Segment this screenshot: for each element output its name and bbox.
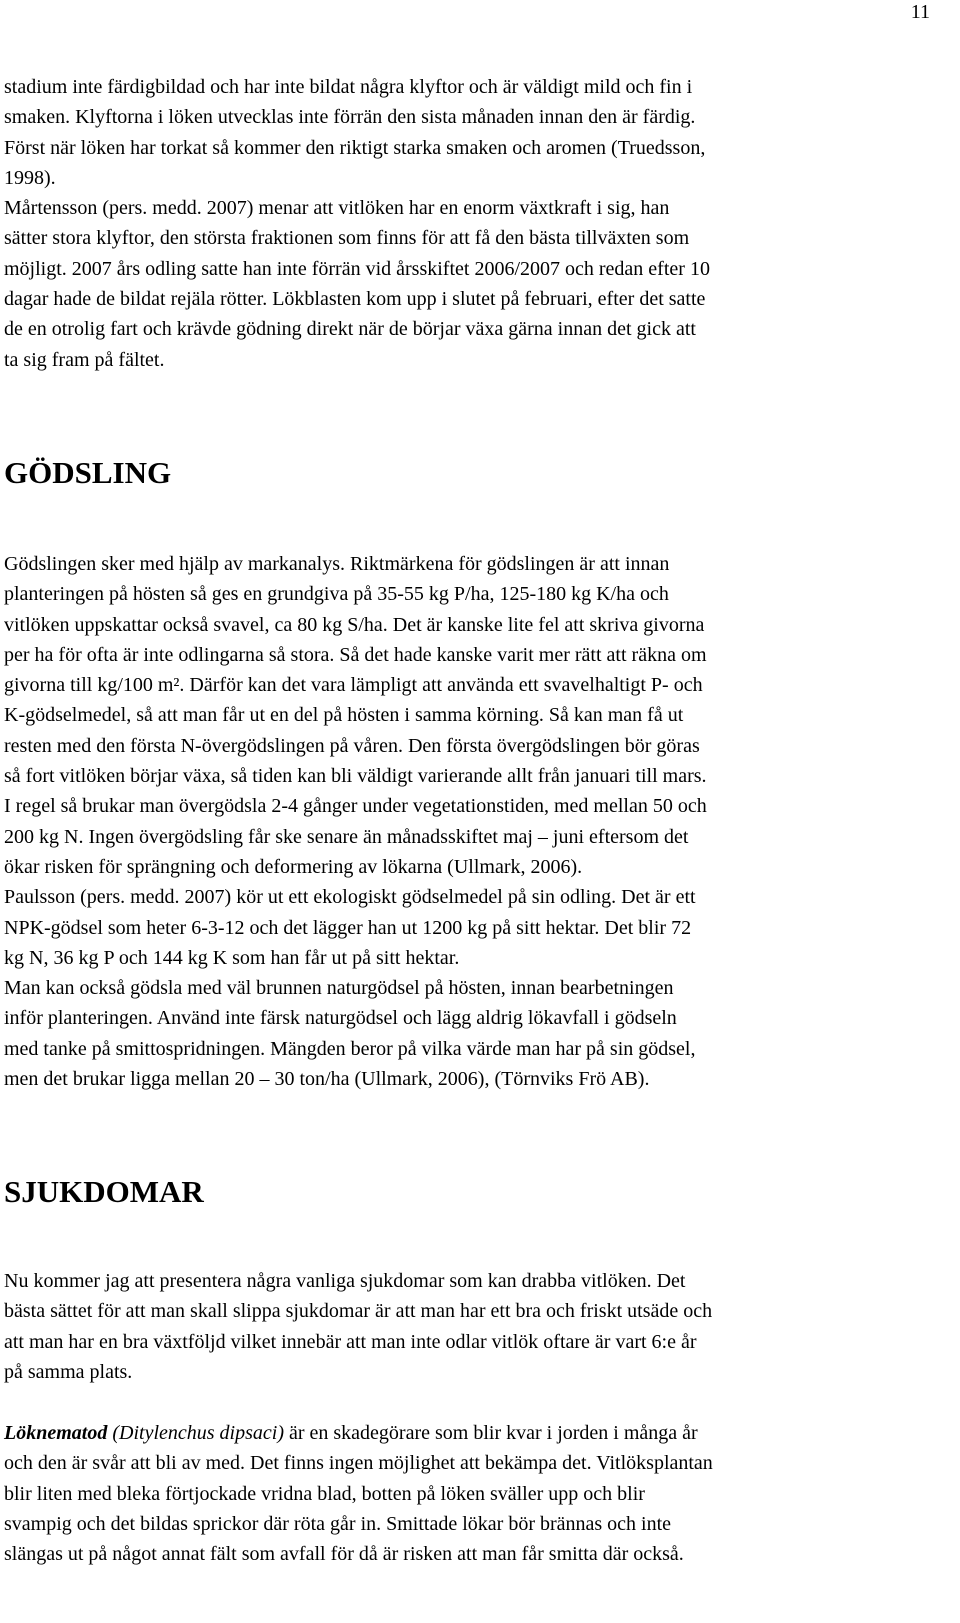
text-line: men det brukar ligga mellan 20 – 30 ton/ha (Ullmark, 2006), (Törnviks Frö AB). xyxy=(4,1068,650,1091)
godsling-paragraph xyxy=(4,549,939,1094)
text-line: I regel så brukar man övergödsla 2-4 gånger under vegetationstiden, med mellan 50 och xyxy=(4,795,707,818)
text-line: 200 kg N. Ingen övergödsling får ske senare än månadsskiftet maj – juni eftersom det xyxy=(4,825,689,848)
text-line: med tanke på smittospridningen. Mängden beror på vilka värde man har på sin gödsel, xyxy=(4,1037,696,1060)
text-line: stadium inte färdigbildad och har inte bildat några klyftor och är väldigt mild och fin i xyxy=(4,76,693,98)
latin-open-paren: ( xyxy=(107,1422,120,1444)
loknematod-paragraph xyxy=(4,1418,939,1569)
text-line: Paulsson (pers. medd. 2007) kör ut ett ekologiskt gödselmedel på sin odling. Det är ett xyxy=(4,886,696,909)
text-line: ökar risken för sprängning och deformering av lökarna (Ullmark, 2006). xyxy=(4,855,583,878)
text-line: Gödslingen sker med hjälp av markanalys. Riktmärkena för gödslingen är att innan xyxy=(4,553,670,575)
first-line-rest: är en skadegörare som blir kvar i jorden i många år xyxy=(283,1422,698,1444)
text-line: Mårtensson (pers. medd. 2007) menar att vitlöken har en enorm växtkraft i sig, han xyxy=(4,197,670,220)
text-line: 1998). xyxy=(4,166,56,189)
text-line: på samma plats. xyxy=(4,1360,133,1383)
text-line: möjligt. 2007 års odling satte han inte förrän vid årsskiftet 2006/2007 och redan efter 10 xyxy=(4,257,710,280)
text-line: och den är svår att bli av med. Det finns ingen möjlighet att bekämpa det. Vitlöksplantan xyxy=(4,1452,713,1475)
loknematod-term: Löknematod xyxy=(4,1422,108,1444)
text-line: Först när löken har torkat så kommer den riktigt starka smaken och aromen (Truedsson, xyxy=(4,136,706,159)
text-line: de en otrolig fart och krävde gödning direkt när de börjar växa gärna innan det gick att xyxy=(4,318,696,341)
text-line: planteringen på hösten så ges en grundgiva på 35-55 kg P/ha, 125-180 kg K/ha och xyxy=(4,583,669,606)
sjukdomar-paragraph xyxy=(4,1266,939,1387)
text-line: K-gödselmedel, så att man får ut en del på hösten i samma körning. Så kan man få ut xyxy=(4,704,684,727)
godsling-heading: GÖDSLING xyxy=(4,455,172,490)
text-line: slängas ut på något annat fält som avfall för då är risken att man får smitta där också. xyxy=(4,1543,684,1566)
text-line: svampig och det bildas sprickor där röta går in. Smittade lökar bör brännas och inte xyxy=(4,1512,672,1535)
text-line: sätter stora klyftor, den största fraktionen som finns för att få den bästa tillväxten som xyxy=(4,227,690,250)
text-line: dagar hade de bildat rejäla rötter. Lökblasten kom upp i slutet på februari, efter det satte xyxy=(4,288,706,311)
text-line: vitlöken uppskattar också svavel, ca 80 kg S/ha. Det är kanske lite fel att skriva givorna xyxy=(4,613,705,636)
text-line: Nu kommer jag att presentera några vanliga sjukdomar som kan drabba vitlöken. Det xyxy=(4,1270,686,1292)
text-line: bästa sättet för att man skall slippa sjukdomar är att man har ett bra och friskt utsäde och xyxy=(4,1300,713,1323)
text-line: smaken. Klyftorna i löken utvecklas inte förrän den sista månaden innan den är färdig. xyxy=(4,106,696,129)
text-line: inför planteringen. Använd inte färsk naturgödsel och lägg aldrig lökavfall i gödseln xyxy=(4,1007,677,1030)
loknematod-first-line xyxy=(4,1418,939,1448)
sjukdomar-heading: SJUKDOMAR xyxy=(4,1174,204,1209)
text-line: kg N, 36 kg P och 144 kg K som han får ut på sitt hektar. xyxy=(4,946,460,969)
text-line: resten med den första N-övergödslingen på våren. Den första övergödslingen bör göras xyxy=(4,734,700,757)
text-line: att man har en bra växtföljd vilket innebär att man inte odlar vitlök oftare är vart 6:e år xyxy=(4,1330,697,1353)
text-line: Man kan också gödsla med väl brunnen naturgödsel på hösten, innan bearbetningen xyxy=(4,977,674,1000)
page-number: 11 xyxy=(910,1,930,23)
text-line: så fort vitlöken börjar växa, så tiden kan bli väldigt varierande allt från januari till mars. xyxy=(4,765,707,788)
text-line: ta sig fram på fältet. xyxy=(4,348,165,371)
text-line: per ha för ofta är inte odlingarna så stora. Så det hade kanske varit mer rätt att räkna om xyxy=(4,643,707,666)
text-line: givorna till kg/100 m². Därför kan det vara lämpligt att använda ett svavelhaltigt P- och xyxy=(4,674,703,697)
text-line: NPK-gödsel som heter 6-3-12 och det lägger han ut 1200 kg på sitt hektar. Det blir 72 xyxy=(4,916,692,939)
text-line: blir liten med bleka förtjockade vridna blad, botten på löken sväller upp och blir xyxy=(4,1482,645,1505)
latin-name: Ditylenchus dipsaci) xyxy=(119,1422,284,1444)
intro-paragraph xyxy=(4,72,939,375)
